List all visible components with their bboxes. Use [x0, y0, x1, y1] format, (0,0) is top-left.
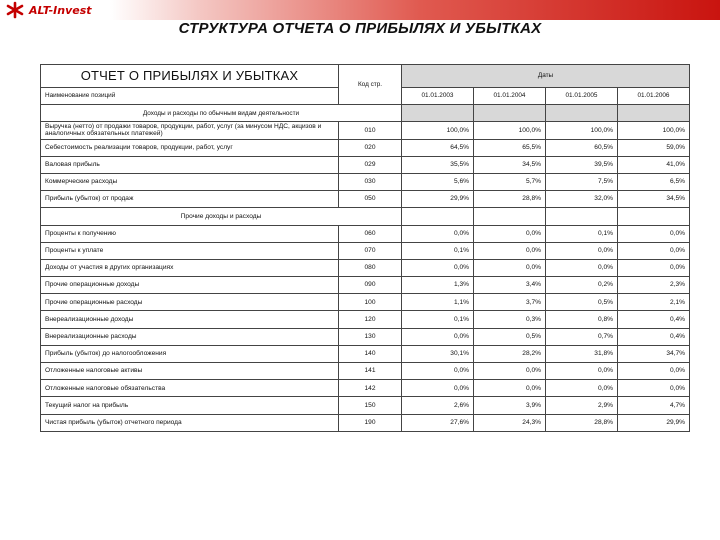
table-row [41, 277, 690, 294]
value-cell: 0,0% [402, 328, 474, 345]
value-cell: 6,5% [618, 173, 690, 190]
value-cell: 60,5% [546, 139, 618, 156]
value-cell: 0,0% [618, 363, 690, 380]
value-cell: 0,4% [618, 311, 690, 328]
value-cell: 0,1% [402, 311, 474, 328]
value-cell: 0,0% [402, 380, 474, 397]
brand-logo [4, 1, 92, 19]
value-cell: 28,8% [546, 414, 618, 431]
value-cell: 39,5% [546, 156, 618, 173]
value-cell: 5,7% [474, 173, 546, 190]
page-title: СТРУКТУРА ОТЧЕТА О ПРИБЫЛЯХ И УБЫТКАХ [178, 20, 542, 37]
date-header: 01.01.2006 [618, 88, 690, 105]
value-cell: 27,6% [402, 414, 474, 431]
row-code: 030 [339, 173, 402, 190]
table-row [41, 311, 690, 328]
value-cell: 0,0% [546, 380, 618, 397]
row-code: 130 [339, 328, 402, 345]
report-title: ОТЧЕТ О ПРИБЫЛЯХ И УБЫТКАХ [41, 65, 339, 88]
value-cell: 0,4% [618, 328, 690, 345]
value-cell: 0,0% [618, 380, 690, 397]
name-header: Наименование позиций [41, 88, 339, 105]
row-label: Внереализационные доходы [41, 311, 339, 328]
row-code: 080 [339, 259, 402, 276]
date-header: 01.01.2005 [546, 88, 618, 105]
row-code: 020 [339, 139, 402, 156]
date-header: 01.01.2004 [474, 88, 546, 105]
row-code: 150 [339, 397, 402, 414]
row-label: Текущий налог на прибыль [41, 397, 339, 414]
row-code: 142 [339, 380, 402, 397]
value-cell: 0,0% [474, 363, 546, 380]
row-label: Проценты к уплате [41, 242, 339, 259]
row-code: 120 [339, 311, 402, 328]
value-cell: 0,1% [546, 225, 618, 242]
table-row [41, 259, 690, 276]
row-code: 141 [339, 363, 402, 380]
value-cell: 3,9% [474, 397, 546, 414]
section-other: Прочие доходы и расходы [41, 208, 402, 225]
value-cell: 4,7% [618, 397, 690, 414]
value-cell: 2,9% [546, 397, 618, 414]
row-code: 190 [339, 414, 402, 431]
table-row [41, 225, 690, 242]
value-cell: 5,6% [402, 173, 474, 190]
value-cell: 0,2% [546, 277, 618, 294]
value-cell: 1,1% [402, 294, 474, 311]
code-header: Код стр. [339, 65, 402, 105]
table-row [41, 345, 690, 362]
row-code: 010 [339, 122, 402, 139]
value-cell: 2,1% [618, 294, 690, 311]
value-cell: 64,5% [402, 139, 474, 156]
table-row [41, 156, 690, 173]
value-cell: 29,9% [618, 414, 690, 431]
table-row [41, 397, 690, 414]
row-code: 090 [339, 277, 402, 294]
row-label: Выручка (нетто) от продажи товаров, продукции, работ, услуг (за минусом НДС, акцизов и аналогичных обязательных платежей) [41, 122, 339, 139]
value-cell: 30,1% [402, 345, 474, 362]
value-cell: 0,0% [546, 242, 618, 259]
rows-other [41, 225, 690, 431]
value-cell: 41,0% [618, 156, 690, 173]
row-label: Проценты к получению [41, 225, 339, 242]
section-ordinary: Доходы и расходы по обычным видам деятельности [41, 105, 402, 122]
value-cell: 0,3% [474, 311, 546, 328]
row-label: Прочие операционные доходы [41, 277, 339, 294]
value-cell: 0,0% [618, 225, 690, 242]
date-header: 01.01.2003 [402, 88, 474, 105]
value-cell: 28,8% [474, 191, 546, 208]
row-label: Коммерческие расходы [41, 173, 339, 190]
value-cell: 2,6% [402, 397, 474, 414]
table-row [41, 173, 690, 190]
value-cell: 0,0% [618, 259, 690, 276]
row-label: Отложенные налоговые обязательства [41, 380, 339, 397]
asterisk-logo-icon [4, 1, 26, 19]
row-code: 140 [339, 345, 402, 362]
row-label: Прибыль (убыток) от продаж [41, 191, 339, 208]
row-code: 060 [339, 225, 402, 242]
brand-name: ALT-Invest [29, 3, 92, 17]
value-cell: 0,5% [474, 328, 546, 345]
table-row [41, 139, 690, 156]
value-cell: 0,0% [546, 259, 618, 276]
value-cell: 34,5% [474, 156, 546, 173]
value-cell: 0,0% [402, 259, 474, 276]
value-cell: 2,3% [618, 277, 690, 294]
value-cell: 24,3% [474, 414, 546, 431]
value-cell: 7,5% [546, 173, 618, 190]
value-cell: 31,8% [546, 345, 618, 362]
value-cell: 34,7% [618, 345, 690, 362]
table-row [41, 242, 690, 259]
value-cell: 34,5% [618, 191, 690, 208]
value-cell: 1,3% [402, 277, 474, 294]
row-code: 029 [339, 156, 402, 173]
value-cell: 100,0% [546, 122, 618, 139]
row-label: Себестоимость реализации товаров, продукции, работ, услуг [41, 139, 339, 156]
row-label: Доходы от участия в других организациях [41, 259, 339, 276]
value-cell: 0,0% [474, 225, 546, 242]
value-cell: 100,0% [618, 122, 690, 139]
row-code: 100 [339, 294, 402, 311]
top-banner [0, 0, 720, 20]
row-label: Чистая прибыль (убыток) отчетного периода [41, 414, 339, 431]
rows-ordinary [41, 122, 690, 208]
table-row [41, 414, 690, 431]
table-row [41, 294, 690, 311]
row-label: Внереализационные расходы [41, 328, 339, 345]
value-cell: 0,0% [402, 225, 474, 242]
value-cell: 0,1% [402, 242, 474, 259]
value-cell: 100,0% [402, 122, 474, 139]
income-statement-table [40, 64, 690, 432]
value-cell: 65,5% [474, 139, 546, 156]
value-cell: 0,0% [618, 242, 690, 259]
value-cell: 0,0% [474, 259, 546, 276]
value-cell: 3,4% [474, 277, 546, 294]
table-row [41, 363, 690, 380]
value-cell: 0,0% [474, 380, 546, 397]
value-cell: 0,7% [546, 328, 618, 345]
value-cell: 32,0% [546, 191, 618, 208]
value-cell: 0,0% [474, 242, 546, 259]
row-label: Прочие операционные расходы [41, 294, 339, 311]
row-label: Прибыль (убыток) до налогообложения [41, 345, 339, 362]
value-cell: 3,7% [474, 294, 546, 311]
value-cell: 59,0% [618, 139, 690, 156]
dates-header: Даты [402, 65, 690, 88]
value-cell: 35,5% [402, 156, 474, 173]
value-cell: 0,0% [546, 363, 618, 380]
value-cell: 28,2% [474, 345, 546, 362]
table-row [41, 380, 690, 397]
table-row [41, 328, 690, 345]
row-code: 050 [339, 191, 402, 208]
row-label: Отложенные налоговые активы [41, 363, 339, 380]
value-cell: 0,8% [546, 311, 618, 328]
value-cell: 100,0% [474, 122, 546, 139]
row-code: 070 [339, 242, 402, 259]
row-label: Валовая прибыль [41, 156, 339, 173]
table-row [41, 191, 690, 208]
table-row [41, 122, 690, 139]
value-cell: 29,9% [402, 191, 474, 208]
value-cell: 0,5% [546, 294, 618, 311]
value-cell: 0,0% [402, 363, 474, 380]
